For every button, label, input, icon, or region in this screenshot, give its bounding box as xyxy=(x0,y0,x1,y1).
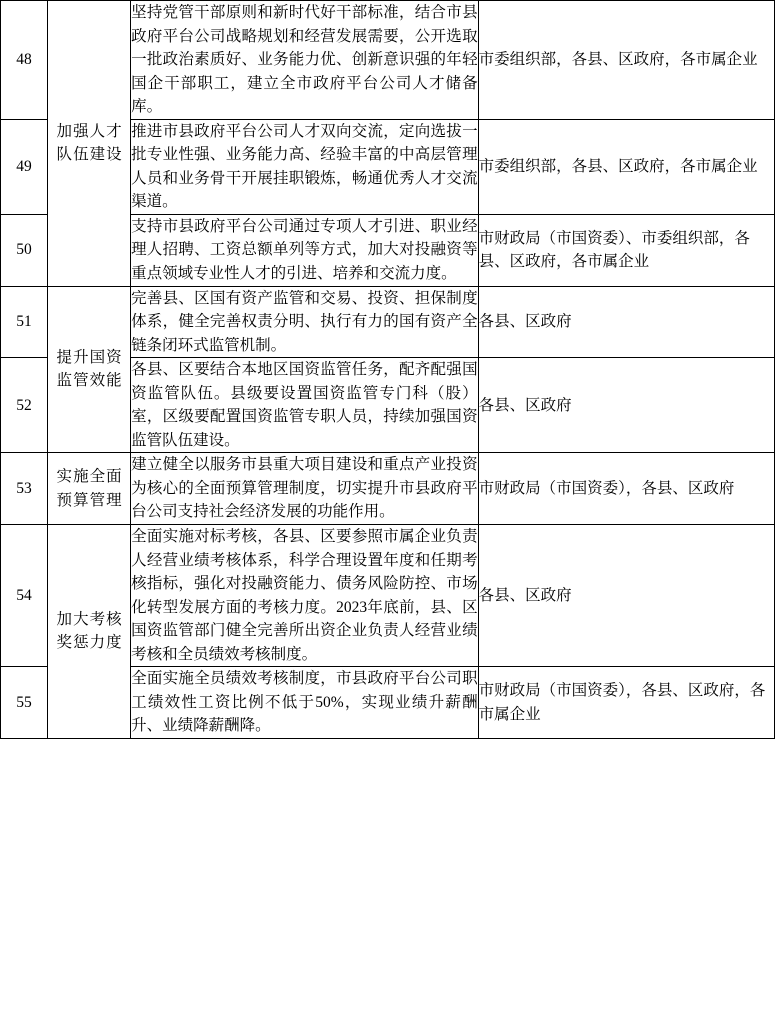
row-task: 坚持党管干部原则和新时代好干部标准，结合市县政府平台公司战略规划和经营发展需要，公开选取一批政治素质好、业务能力优、创新意识强的年轻国企干部职工，建立全市政府平台公司人才储备库。 xyxy=(131,1,478,120)
row-number: 51 xyxy=(1,286,48,358)
row-category-label: 提升国资监管效能 xyxy=(56,348,122,390)
row-task: 全面实施对标考核，各县、区要参照市属企业负责人经营业绩考核体系，科学合理设置年度和任期考核指标，强化对投融资能力、债务风险防控、市场化转型发展方面的考核力度。2023年底前，县、区国资监管部门健全完善所出资企业负责人经营业绩考核和全员绩效考核制度。 xyxy=(131,525,478,667)
table-row xyxy=(1,286,775,358)
row-task: 完善县、区国有资产监管和交易、投资、担保制度体系，健全完善权责分明、执行有力的国有资产全链条闭环式监管机制。 xyxy=(131,286,478,358)
row-task: 支持市县政府平台公司通过专项人才引进、职业经理人招聘、工资总额单列等方式，加大对投融资等重点领域专业性人才的引进、培养和交流力度。 xyxy=(131,214,478,286)
row-responsible: 各县、区政府 xyxy=(478,358,774,453)
row-responsible: 市委组织部，各县、区政府，各市属企业 xyxy=(478,1,774,120)
table-row xyxy=(1,1,775,120)
table-row xyxy=(1,525,775,667)
row-category xyxy=(48,1,131,287)
row-responsible: 市委组织部，各县、区政府，各市属企业 xyxy=(478,119,774,214)
table-body xyxy=(1,1,775,739)
row-task: 推进市县政府平台公司人才双向交流，定向选拔一批专业性强、业务能力高、经验丰富的中高层管理人员和业务骨干开展挂职锻炼，畅通优秀人才交流渠道。 xyxy=(131,119,478,214)
row-task: 各县、区要结合本地区国资监管任务，配齐配强国资监管队伍。县级要设置国资监管专门科（股）室，区级要配置国资监管专职人员，持续加强国资监管队伍建设。 xyxy=(131,358,478,453)
row-responsible: 市财政局（市国资委），各县、区政府 xyxy=(478,453,774,525)
row-category-label: 加强人才队伍建设 xyxy=(56,122,122,164)
row-category-label: 实施全面预算管理 xyxy=(56,468,122,509)
row-number: 55 xyxy=(1,667,48,739)
row-number: 52 xyxy=(1,358,48,453)
table-row xyxy=(1,453,775,525)
row-number: 49 xyxy=(1,119,48,214)
row-responsible: 市财政局（市国资委）、市委组织部，各县、区政府，各市属企业 xyxy=(478,214,774,286)
row-number: 54 xyxy=(1,525,48,667)
row-category xyxy=(48,453,131,525)
row-responsible: 各县、区政府 xyxy=(478,286,774,358)
row-task: 全面实施全员绩效考核制度，市县政府平台公司职工绩效性工资比例不低于50%，实现业绩升薪酬升、业绩降薪酬降。 xyxy=(131,667,478,739)
row-responsible: 市财政局（市国资委），各县、区政府，各市属企业 xyxy=(478,667,774,739)
row-number: 53 xyxy=(1,453,48,525)
row-task: 建立健全以服务市县重大项目建设和重点产业投资为核心的全面预算管理制度，切实提升市县政府平台公司支持社会经济发展的功能作用。 xyxy=(131,453,478,525)
row-category-label: 加大考核奖惩力度 xyxy=(56,610,122,652)
row-number: 50 xyxy=(1,214,48,286)
row-category xyxy=(48,286,131,453)
row-responsible: 各县、区政府 xyxy=(478,525,774,667)
row-number: 48 xyxy=(1,1,48,120)
row-category xyxy=(48,525,131,739)
